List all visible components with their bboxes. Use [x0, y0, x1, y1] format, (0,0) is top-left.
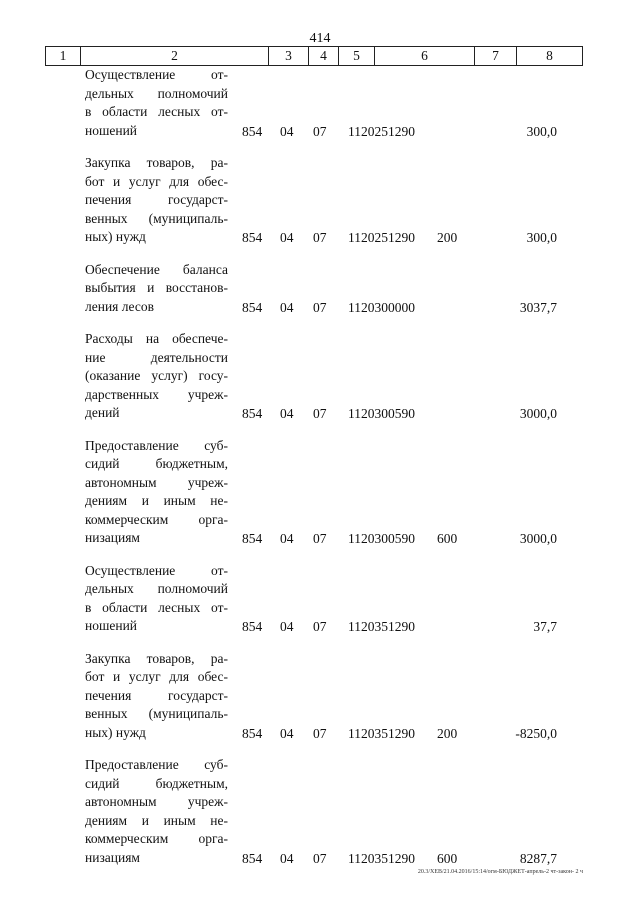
description-line: Закупка товаров, ра- — [85, 155, 228, 170]
cell-c3: 854 — [242, 406, 263, 421]
header-col-3: 3 — [269, 47, 309, 65]
description-line: бот и услуг для обес- — [85, 669, 228, 684]
description-line: печения государст- — [85, 192, 228, 207]
description-line: коммерческим орга- — [85, 831, 228, 846]
footer-note: 20.3/ХЕВ/21.04.2016/15:14/огм-БЮДЖЕТ-апрель-2 чт-закон- 2 ч — [417, 869, 583, 875]
description-line: (оказание услуг) госу- — [85, 368, 228, 383]
description-line: Осуществление от- — [85, 67, 228, 82]
description-line: дельных полномочий — [85, 85, 228, 101]
description-line: низациям — [85, 530, 140, 545]
table-row — [0, 261, 640, 331]
cell-c7: 600 — [437, 531, 458, 546]
cell-c6: 1120251290 — [348, 230, 415, 245]
cell-c6: 1120351290 — [348, 850, 415, 866]
description-line: Предоставление суб- — [85, 757, 228, 772]
description-line: Расходы на обеспече- — [85, 331, 228, 346]
description-line: сидий бюджетным, — [85, 456, 228, 471]
cell-c3: 854 — [242, 725, 263, 741]
header-col-2: 2 — [81, 47, 269, 65]
description-line: дений — [85, 405, 120, 420]
description-line: автономным учреж- — [85, 794, 228, 809]
cell-c3: 854 — [242, 123, 263, 139]
description-line: ных) нужд — [85, 229, 146, 244]
header-col-6: 6 — [375, 47, 475, 65]
description-line: дениям и иным не- — [85, 812, 228, 828]
table-row — [0, 650, 640, 757]
cell-c4: 04 — [280, 619, 294, 634]
description-line: ления лесов — [85, 298, 154, 314]
cell-c4: 04 — [280, 725, 294, 741]
description-line: дениям и иным не- — [85, 493, 228, 508]
table-header — [45, 46, 583, 66]
description-line: в области лесных от- — [85, 599, 228, 615]
cell-c7: 200 — [437, 230, 458, 245]
header-col-4: 4 — [309, 47, 339, 65]
cell-c5: 07 — [313, 123, 327, 139]
description-line: сидий бюджетным, — [85, 775, 228, 791]
cell-c6: 1120300590 — [348, 531, 415, 546]
page-number: 414 — [309, 31, 331, 46]
description-line: дельных полномочий — [85, 581, 228, 596]
cell-c8: 37,7 — [533, 619, 557, 634]
table-row — [0, 562, 640, 650]
table-row — [0, 154, 640, 261]
cell-c5: 07 — [313, 619, 327, 634]
row-description — [85, 650, 228, 743]
cell-c6: 1120351290 — [348, 725, 415, 741]
description-line: венных (муниципаль- — [85, 210, 228, 226]
cell-c8: 3000,0 — [519, 531, 557, 546]
cell-c3: 854 — [242, 850, 263, 866]
description-line: Закупка товаров, ра- — [85, 650, 228, 666]
header-col-1: 1 — [46, 47, 81, 65]
header-col-8: 8 — [546, 48, 553, 63]
row-description — [85, 437, 228, 548]
cell-c5: 07 — [313, 850, 327, 866]
cell-c5: 07 — [313, 230, 327, 245]
row-description — [85, 562, 228, 636]
cell-c6: 1120300590 — [348, 406, 415, 421]
cell-c8: 3000,0 — [519, 406, 557, 421]
cell-c8: -8250,0 — [515, 725, 557, 741]
description-line: ние деятельности — [85, 349, 228, 365]
table-row — [0, 330, 640, 437]
cell-c5: 07 — [313, 531, 327, 546]
description-line: ных) нужд — [85, 724, 146, 740]
cell-c8: 300,0 — [526, 123, 557, 139]
description-line: низациям — [85, 849, 140, 865]
cell-c3: 854 — [242, 230, 263, 245]
header-col-5: 5 — [339, 47, 375, 65]
cell-c8: 300,0 — [526, 230, 557, 245]
header-col-7: 7 — [475, 47, 517, 65]
table-row — [0, 756, 640, 881]
cell-c8: 3037,7 — [519, 299, 557, 315]
cell-c4: 04 — [280, 406, 294, 421]
cell-c4: 04 — [280, 123, 294, 139]
description-line: Предоставление суб- — [85, 437, 228, 453]
description-line: в области лесных от- — [85, 104, 228, 119]
cell-c4: 04 — [280, 230, 294, 245]
row-description — [85, 154, 228, 247]
cell-c8: 8287,7 — [519, 850, 557, 866]
description-line: ношений — [85, 122, 138, 138]
description-line: выбытия и восстанов- — [85, 280, 228, 295]
description-line: автономным учреж- — [85, 474, 228, 490]
row-description — [85, 261, 228, 317]
description-line: дарственных учреж- — [85, 386, 228, 402]
description-line: венных (муниципаль- — [85, 706, 228, 721]
cell-c5: 07 — [313, 299, 327, 315]
description-line: ношений — [85, 618, 138, 633]
description-line: печения государст- — [85, 687, 228, 703]
cell-c7: 200 — [437, 725, 458, 741]
table-row — [0, 66, 640, 154]
description-line: бот и услуг для обес- — [85, 173, 228, 189]
description-line: Обеспечение баланса — [85, 261, 228, 277]
cell-c6: 1120351290 — [348, 619, 415, 634]
cell-c4: 04 — [280, 531, 294, 546]
cell-c4: 04 — [280, 850, 294, 866]
cell-c3: 854 — [242, 299, 263, 315]
row-description — [85, 66, 228, 140]
row-description — [85, 756, 228, 867]
cell-c4: 04 — [280, 299, 294, 315]
description-line: Осуществление от- — [85, 562, 228, 578]
table-row — [0, 437, 640, 562]
cell-c3: 854 — [242, 619, 263, 634]
cell-c3: 854 — [242, 531, 263, 546]
cell-c6: 1120300000 — [348, 299, 415, 315]
cell-c7: 600 — [437, 850, 458, 866]
cell-c6: 1120251290 — [348, 123, 415, 139]
row-description — [85, 330, 228, 423]
description-line: коммерческим орга- — [85, 511, 228, 527]
cell-c5: 07 — [313, 406, 327, 421]
cell-c5: 07 — [313, 725, 327, 741]
table-body — [0, 66, 640, 881]
